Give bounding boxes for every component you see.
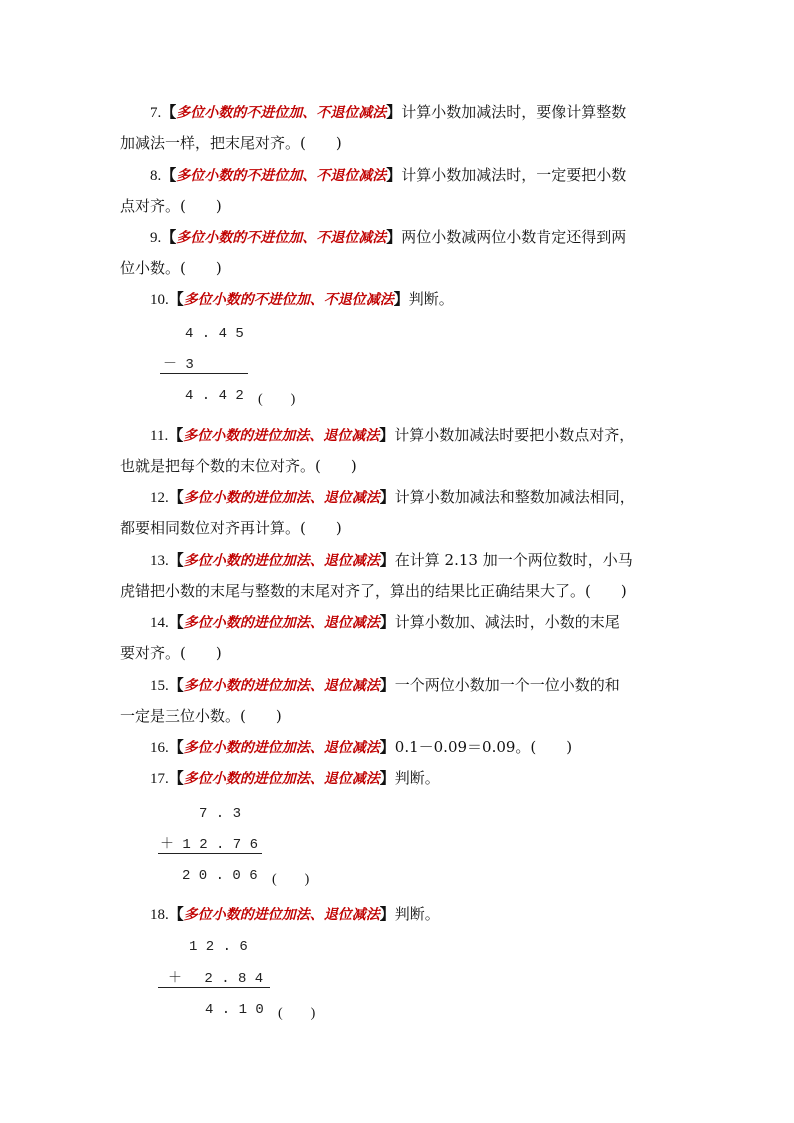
question-7-line-1	[150, 102, 710, 123]
topic-tag: 多位小数的进位加法、退位减法	[183, 740, 380, 756]
question-text: 判断。	[394, 769, 440, 787]
question-text: 一个两位小数加一个一位小数的和	[394, 676, 620, 694]
bracket-close: 】	[379, 676, 395, 694]
topic-tag: 多位小数的进位加法、退位减法	[183, 907, 380, 923]
calc-18-operand-1: 1 2 . 6	[189, 939, 248, 955]
bracket-close: 】	[386, 228, 402, 246]
bracket-open: 【	[161, 103, 177, 121]
question-14-line-2: 要对齐。( )	[120, 644, 222, 662]
calc-17-divider	[158, 853, 262, 854]
topic-tag: 多位小数的进位加法、退位减法	[183, 678, 380, 694]
question-text: 计算小数加减法时，一定要把小数	[401, 166, 627, 184]
topic-tag: 多位小数的不进位加、不退位减法	[176, 168, 387, 184]
bracket-open: 【	[168, 738, 184, 756]
bracket-close: 】	[379, 905, 395, 923]
bracket-close: 】	[386, 103, 402, 121]
calc-10-divider	[160, 373, 248, 374]
question-17-line-1	[150, 768, 710, 789]
question-text: 判断。	[394, 905, 440, 923]
question-number: 15.	[150, 678, 169, 694]
question-11-line-2: 也就是把每个数的末位对齐。( )	[120, 457, 357, 475]
bracket-open: 【	[168, 426, 184, 444]
question-12-line-2: 都要相同数位对齐再计算。( )	[120, 519, 342, 537]
question-13-line-1	[150, 550, 710, 571]
calc-17-operand-2: ＋ 1 2 . 7 6	[160, 837, 259, 853]
question-number: 10.	[150, 292, 169, 308]
question-number: 8.	[150, 168, 162, 184]
calc-10-operand-1: 4 . 4 5	[185, 326, 244, 342]
question-11-line-1	[150, 425, 710, 446]
question-number: 14.	[150, 615, 169, 631]
topic-tag: 多位小数的不进位加、不退位减法	[176, 230, 387, 246]
question-13-line-2: 虎错把小数的末尾与整数的末尾对齐了，算出的结果比正确结果大了。( )	[120, 582, 627, 600]
question-8-line-2: 点对齐。( )	[120, 197, 222, 215]
topic-tag: 多位小数的进位加法、退位减法	[183, 428, 380, 444]
bracket-open: 【	[168, 290, 184, 308]
bracket-open: 【	[168, 551, 184, 569]
calc-18-answer-blank[interactable]: ( )	[278, 1006, 316, 1021]
topic-tag: 多位小数的进位加法、退位减法	[183, 553, 380, 569]
question-number: 7.	[150, 105, 162, 121]
topic-tag: 多位小数的进位加法、退位减法	[183, 490, 380, 506]
question-16-line-1	[150, 737, 710, 758]
question-text: 计算小数加、减法时，小数的末尾	[394, 613, 620, 631]
calc-17-operand-1: 7 . 3	[199, 806, 242, 822]
question-number: 11.	[150, 428, 169, 444]
question-15-line-1	[150, 675, 710, 696]
calc-18-divider	[158, 987, 270, 988]
calc-17-result: 2 0 . 0 6	[182, 868, 258, 884]
calc-17-answer-blank[interactable]: ( )	[272, 872, 310, 887]
question-number: 13.	[150, 553, 169, 569]
bracket-open: 【	[168, 769, 184, 787]
question-9-line-1	[150, 227, 710, 248]
bracket-open: 【	[168, 676, 184, 694]
question-text: 计算小数加减法时要把小数点对齐，	[394, 426, 635, 444]
question-text: 计算小数加减法时，要像计算整数	[401, 103, 627, 121]
question-number: 12.	[150, 490, 169, 506]
calc-18-result: 4 . 1 0	[205, 1002, 264, 1018]
question-18-line-1	[150, 904, 710, 925]
bracket-close: 】	[386, 166, 402, 184]
question-number: 17.	[150, 771, 169, 787]
calc-10-result: 4 . 4 2	[185, 388, 244, 404]
question-12-line-1	[150, 487, 710, 508]
question-9-line-2: 位小数。( )	[120, 259, 222, 277]
question-7-line-2: 加减法一样，把末尾对齐。( )	[120, 134, 342, 152]
bracket-close: 】	[379, 551, 395, 569]
bracket-close: 】	[393, 290, 409, 308]
topic-tag: 多位小数的不进位加、不退位减法	[176, 105, 387, 121]
question-14-line-1	[150, 612, 710, 633]
topic-tag: 多位小数的进位加法、退位减法	[183, 771, 380, 787]
bracket-close: 】	[379, 769, 395, 787]
question-number: 9.	[150, 230, 162, 246]
topic-tag: 多位小数的不进位加、不退位减法	[183, 292, 394, 308]
question-15-line-2: 一定是三位小数。( )	[120, 707, 282, 725]
bracket-open: 【	[161, 228, 177, 246]
bracket-close: 】	[379, 426, 395, 444]
bracket-open: 【	[168, 613, 184, 631]
question-text: 两位小数减两位小数肯定还得到两	[401, 228, 627, 246]
topic-tag: 多位小数的进位加法、退位减法	[183, 615, 380, 631]
bracket-open: 【	[168, 905, 184, 923]
bracket-open: 【	[161, 166, 177, 184]
bracket-close: 】	[379, 613, 395, 631]
bracket-open: 【	[168, 488, 184, 506]
question-number: 18.	[150, 907, 169, 923]
question-text: 判断。	[408, 290, 454, 308]
question-text: 0.1－0.09＝0.09。( )	[394, 738, 573, 756]
question-10-line-1	[150, 289, 710, 310]
calc-10-answer-blank[interactable]: ( )	[258, 392, 296, 407]
question-8-line-1	[150, 165, 710, 186]
bracket-close: 】	[379, 488, 395, 506]
calc-10-operand-2: － 3	[163, 357, 194, 373]
question-number: 16.	[150, 740, 169, 756]
question-text: 在计算 2.13 加一个两位数时，小马	[394, 551, 633, 569]
question-text: 计算小数加减法和整数加减法相同，	[394, 488, 635, 506]
calc-18-operand-2: ＋ 2 . 8 4	[168, 971, 264, 987]
bracket-close: 】	[379, 738, 395, 756]
